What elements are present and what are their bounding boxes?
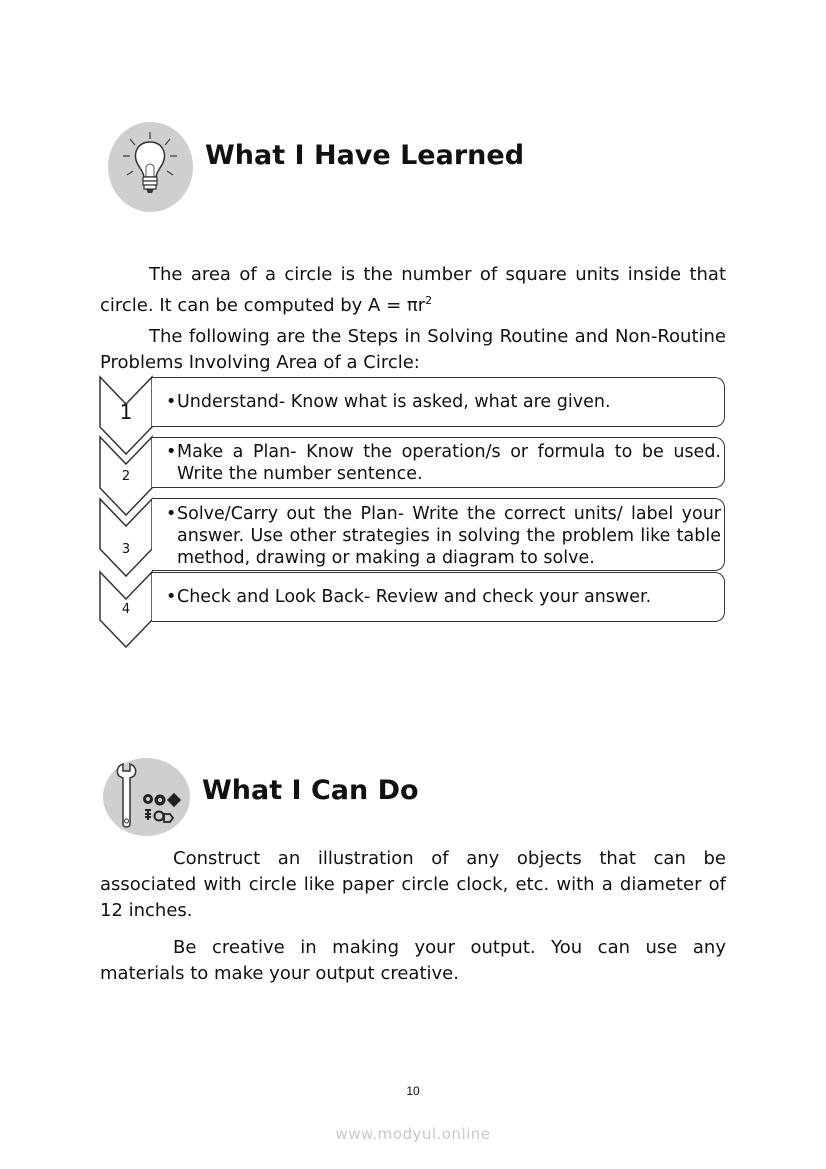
section-title: What I Can Do [202,775,419,806]
step-text: • Make a Plan- Know the operation/s or formula to be used. Write the number sentence. [166,442,721,484]
step-number: 2 [121,469,131,484]
page-title: What I Have Learned [205,140,525,171]
steps-intro: The following are the Steps in Solving Routine and Non-Routine Problems Involving Area of a Circle: [100,326,726,373]
step-text: • Solve/Carry out the Plan- Write the correct units/ label your answer. Use other strategies in solving the problem like table method, drawing or making a diagram to solve. [166,504,721,568]
step-number: 1 [119,400,133,424]
activity-note: Be creative in making your output. You can use any materials to make your output creative. [100,937,726,984]
step-text: • Understand- Know what is asked, what are given. [166,392,611,412]
page-number: 10 [406,1084,420,1098]
area-definition: The area of a circle is the number of square units inside that circle. It can be computed by $A = \pi r^2$ [100,264,726,316]
lightbulb-icon [108,122,193,212]
tools-icon [103,758,190,836]
step-text: • Check and Look Back- Review and check your answer. [166,587,652,607]
step-number: 3 [121,542,131,557]
activity-instruction: Construct an illustration of any objects that can be associated with circle like paper circle clock, etc. with a diameter of 12 inches. [100,848,726,921]
watermark: www.modyul.online [335,1125,491,1143]
step-number: 4 [121,602,131,617]
